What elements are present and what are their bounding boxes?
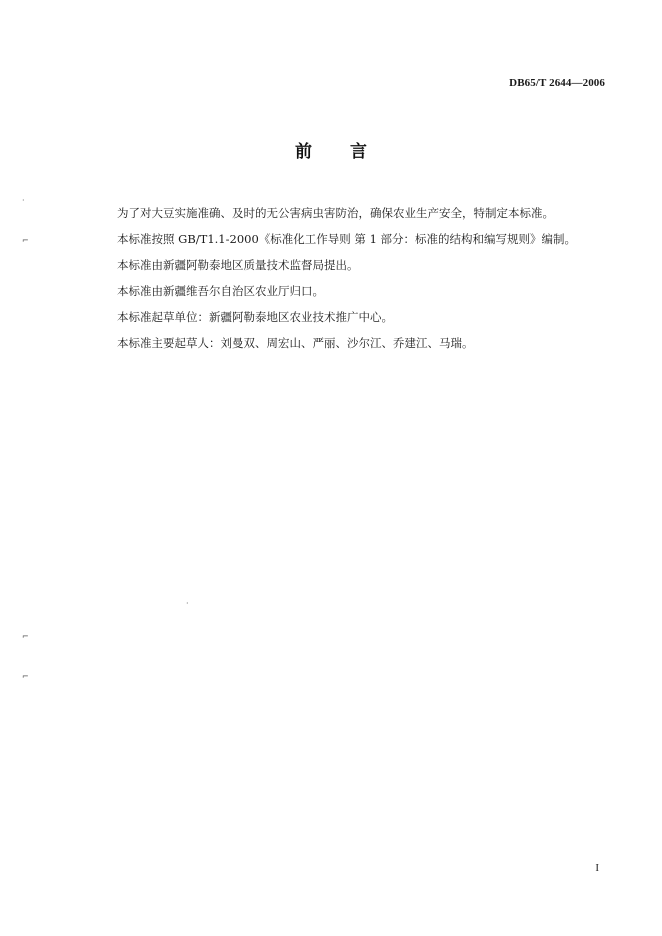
page-number: I — [595, 862, 599, 874]
scan-speck-mark: · — [22, 196, 25, 205]
foreword-paragraph: 为了对大豆实施准确、及时的无公害病虫害防治，确保农业生产安全，特制定本标准。 — [117, 206, 554, 220]
foreword-paragraph: 本标准由新疆维吾尔自治区农业厅归口。 — [117, 284, 324, 298]
foreword-body — [117, 204, 617, 360]
foreword-paragraph: 本标准起草单位：新疆阿勒泰地区农业技术推广中心。 — [117, 310, 393, 324]
foreword-paragraph: 本标准按照 GB/T1.1-2000《标准化工作导则 第 1 部分：标准的结构和编写规则》编制。 — [117, 232, 577, 246]
scan-speck-mark: ⌐ — [22, 672, 29, 681]
foreword-paragraph: 本标准主要起草人：刘曼双、周宏山、严丽、沙尔江、乔建江、马瑞。 — [117, 336, 474, 350]
standard-code: DB65/T 2644—2006 — [509, 77, 605, 89]
foreword-heading: 前言 — [295, 142, 405, 162]
scan-speck-mark: · — [186, 599, 189, 608]
scan-speck-mark: ⌐ — [22, 236, 29, 245]
scan-speck-mark: ⌐ — [22, 632, 29, 641]
foreword-paragraph: 本标准由新疆阿勒泰地区质量技术监督局提出。 — [117, 258, 359, 272]
